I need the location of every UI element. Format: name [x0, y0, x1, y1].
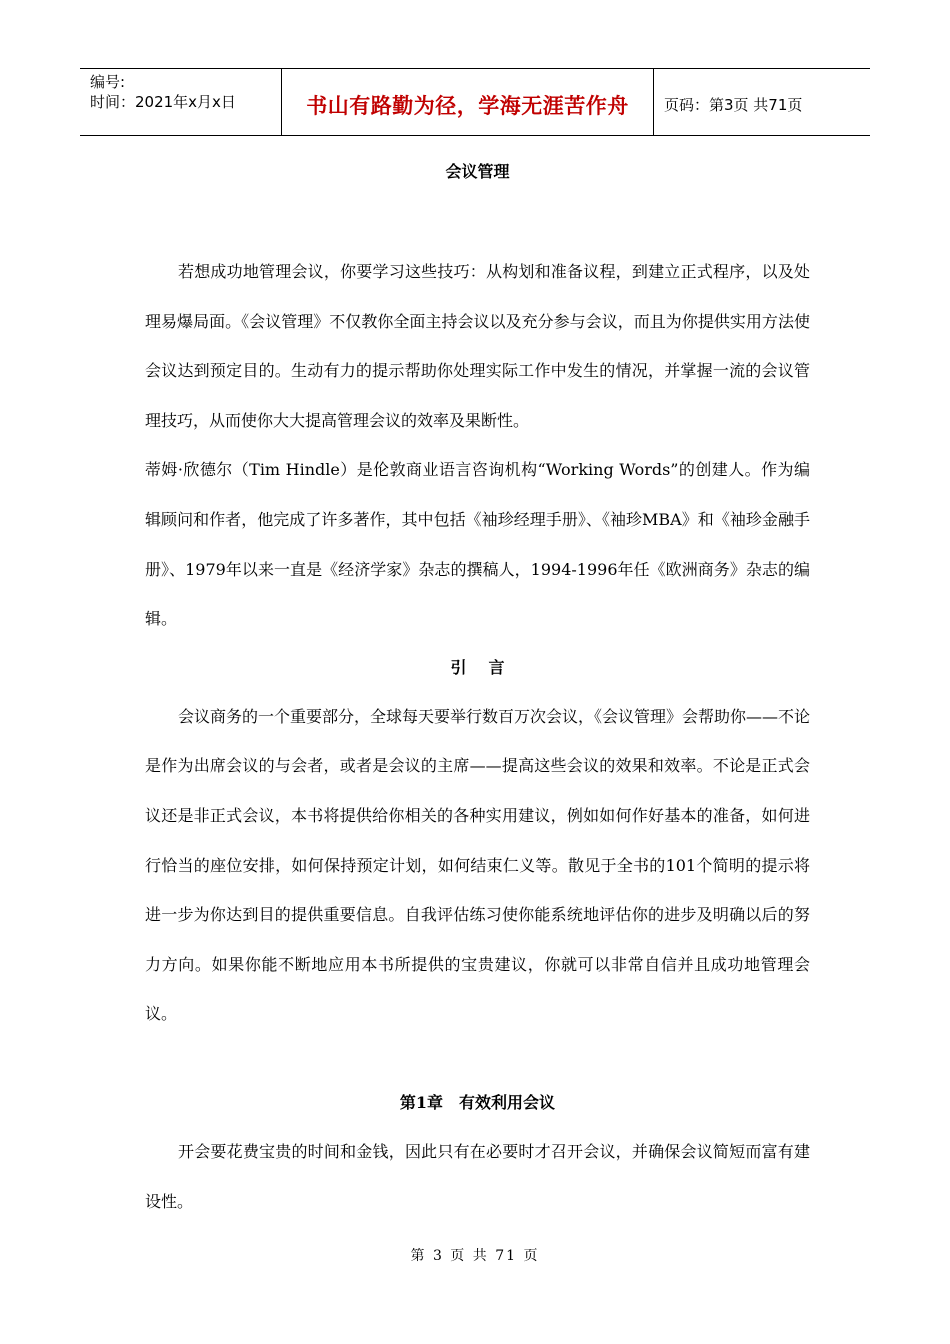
- page-header: [80, 68, 870, 136]
- intro-paragraph: 若想成功地管理会议，你要学习这些技巧：从构划和准备议程，到建立正式程序，以及处理易爆局面。《会议管理》不仅教你全面主持会议以及充分参与会议，而且为你提供实用方法使会议达到预定目的。生动有力的提示帮助你处理实际工作中发生的情况，并掌握一流的会议管理技巧，从而使你大大提高管理会议的效率及果断性。: [145, 262, 810, 430]
- header-page-code-cell: [654, 69, 870, 135]
- title-spacer: [145, 184, 810, 247]
- header-meta-cell: [80, 69, 282, 135]
- header-motto-cell: [282, 69, 654, 135]
- preface-heading: 引言: [450, 657, 527, 677]
- chapter-heading: 第1章 有效利用会议: [399, 1092, 556, 1112]
- chapter-spacer: [145, 1039, 810, 1079]
- chapter-paragraph: 开会要花费宝贵的时间和金钱，因此只有在必要时才召开会议，并确保会议简短而富有建设性。: [145, 1141, 810, 1211]
- document-number-label: 编号:: [90, 73, 126, 91]
- author-paragraph: 蒂姆·欣德尔（Tim Hindle）是伦敦商业语言咨询机构“Working Words”的创建人。作为编辑顾问和作者，他完成了许多著作，其中包括《袖珍经理手册》、《袖珍MBA》和《袖珍金融手册》、1979年以来一直是《经济学家》杂志的撰稿人，1994-1996年任《欧洲商务》杂志的编辑。: [145, 460, 810, 629]
- document-date-label: 时间：2021年x月x日: [90, 93, 236, 111]
- header-page-code: 页码：第3页 共71页: [664, 95, 803, 114]
- page-footer: 第 3 页 共 71 页: [410, 1248, 540, 1264]
- header-motto: 书山有路勤为径，学海无涯苦作舟: [306, 94, 629, 118]
- preface-paragraph: 会议商务的一个重要部分，全球每天要举行数百万次会议，《会议管理》会帮助你——不论是作为出席会议的与会者，或者是会议的主席——提高这些会议的效果和效率。不论是正式会议还是非正式会议，本书将提供给你相关的各种实用建议，例如如何作好基本的准备，如何进行恰当的座位安排，如何保持预定计划，如何结束仁义等。散见于全书的101个简明的提示将进一步为你达到目的提供重要信息。自我评估练习使你能系统地评估你的进步及明确以后的努力方向。如果你能不断地应用本书所提供的宝贵建议，你就可以非常自信并且成功地管理会议。: [145, 706, 811, 1024]
- document-title: 会议管理: [445, 162, 510, 181]
- document-body: [145, 150, 810, 1226]
